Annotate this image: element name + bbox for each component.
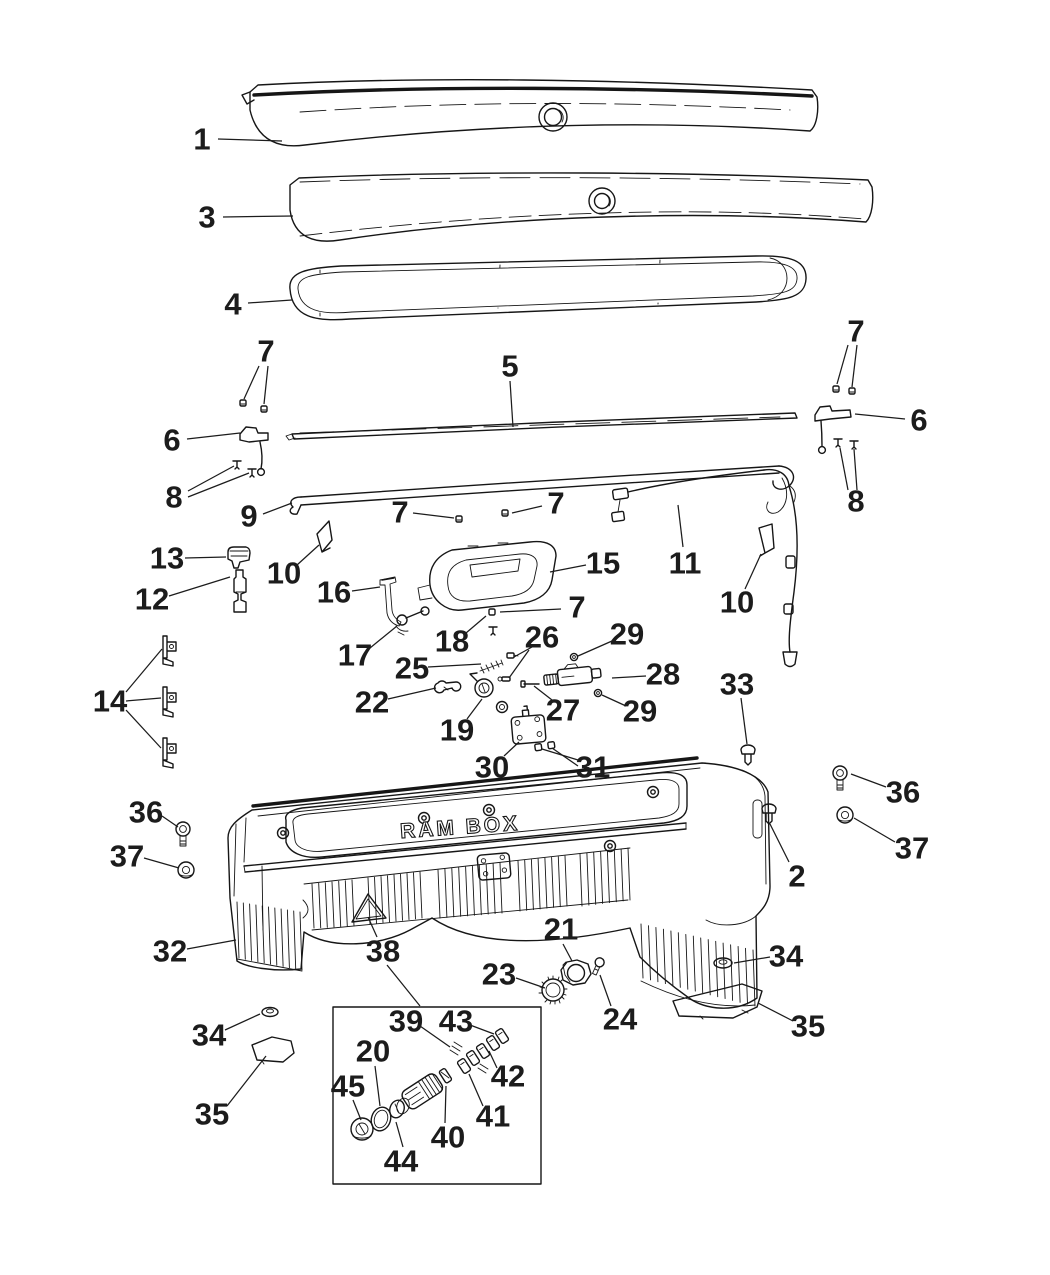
leader-line (734, 957, 770, 963)
leader-line (510, 381, 513, 427)
callout-number: 30 (474, 749, 510, 785)
leader-line (185, 557, 226, 558)
callout-number: 7 (391, 494, 409, 530)
leader-line (854, 818, 895, 842)
callout-number: 45 (330, 1068, 366, 1104)
callout-8 (165, 466, 249, 515)
callout-number: 23 (481, 956, 517, 992)
leader-line (542, 749, 578, 760)
callout-number: 20 (355, 1033, 391, 1069)
leader-line (837, 345, 848, 384)
part-33-pushpin (741, 745, 755, 765)
callout-number: 39 (388, 1003, 424, 1039)
leader-line (188, 473, 249, 497)
callout-number: 37 (894, 830, 930, 866)
callout-number: 3 (198, 199, 216, 235)
callout-number: 19 (439, 712, 475, 748)
callout-number: 41 (475, 1098, 511, 1134)
callout-24 (600, 975, 638, 1037)
callout-6 (855, 403, 928, 438)
callout-number: 7 (568, 589, 586, 625)
lock-cylinder-body (400, 1072, 445, 1111)
callout-number: 35 (194, 1096, 230, 1132)
callout-26 (509, 620, 559, 679)
callout-10 (720, 554, 761, 620)
part-45-cap (351, 1118, 373, 1140)
part-15-handle-housing (418, 542, 556, 611)
callout-2 (770, 824, 806, 894)
callout-number: 40 (430, 1119, 466, 1155)
leader-line (770, 824, 789, 862)
callout-number: 17 (337, 637, 373, 673)
callout-number: 36 (128, 794, 164, 830)
leader-line (218, 139, 282, 141)
callout-number: 6 (163, 422, 181, 458)
leader-line (578, 641, 612, 656)
part-29-nut-upper (570, 653, 577, 660)
part-22-clip (435, 681, 461, 693)
leader-line (612, 676, 646, 678)
callout-number: 8 (165, 479, 183, 515)
callout-number: 28 (645, 656, 681, 692)
part-37-nut-left (178, 862, 194, 878)
part-28-actuator (543, 661, 602, 687)
callout-27 (534, 686, 580, 728)
callout-29 (602, 694, 657, 729)
callout-29 (578, 617, 644, 657)
callout-16 (317, 575, 380, 610)
callout-number: 29 (622, 693, 658, 729)
callout-18 (435, 616, 486, 659)
callout-38 (366, 917, 420, 1006)
leader-line (855, 414, 905, 419)
callout-number: 18 (434, 623, 470, 659)
leader-line (187, 940, 236, 949)
callout-10 (267, 545, 319, 591)
leader-line (387, 965, 420, 1006)
leader-line (244, 366, 259, 399)
leader-line (470, 1025, 494, 1034)
callout-number: 2 (788, 858, 806, 894)
callout-42 (489, 1051, 525, 1094)
screw-7-left-1 (240, 400, 246, 406)
callout-number: 12 (134, 581, 170, 617)
callout-number: 14 (92, 683, 128, 719)
callout-14 (93, 649, 162, 748)
callout-number: 16 (316, 574, 352, 610)
leader-line (428, 664, 481, 667)
callout-44 (384, 1122, 419, 1179)
leader-line (187, 433, 240, 439)
screw-7-left-2 (261, 406, 267, 412)
callout-8 (840, 448, 865, 519)
part-35-pad-left (252, 1037, 294, 1064)
screw-7-mid-left (456, 516, 462, 522)
callout-number: 7 (847, 313, 865, 349)
leader-line (516, 978, 545, 988)
callout-number: 10 (266, 555, 302, 591)
screw-7-mid-right (502, 510, 508, 516)
callout-45 (331, 1069, 365, 1121)
callout-number: 13 (149, 540, 185, 576)
callout-number: 22 (354, 684, 390, 720)
part-40-tumbler (439, 1068, 452, 1084)
callout-number: 38 (365, 933, 401, 969)
callout-number: 5 (501, 348, 519, 384)
leader-line (248, 300, 292, 303)
leader-line (500, 609, 561, 612)
leader-line (388, 688, 436, 699)
callout-7 (391, 495, 454, 530)
screw-8-right-1 (834, 439, 842, 447)
callout-number: 34 (768, 938, 804, 974)
callout-number: 44 (383, 1143, 419, 1179)
leader-line (162, 816, 178, 827)
part-36-bolt-left (176, 822, 190, 846)
leader-line (851, 774, 886, 787)
callout-layer (93, 122, 929, 1179)
part-24-bolt (590, 956, 605, 976)
leader-line (223, 216, 293, 217)
part-10-bracket-right (759, 524, 774, 556)
part-21-bezel-nut (561, 960, 591, 985)
callout-32 (153, 934, 236, 969)
callout-15 (550, 546, 620, 581)
leader-line (264, 366, 268, 404)
leader-line (550, 565, 586, 572)
callout-34 (192, 1014, 260, 1053)
callout-number: 35 (790, 1008, 826, 1044)
part-26-screw (498, 653, 518, 681)
screw-8-left-1 (233, 461, 241, 469)
part-25-spring (480, 660, 503, 673)
screw-7-right-2 (849, 388, 855, 394)
callout-4 (224, 287, 292, 322)
callout-17 (338, 626, 397, 673)
callout-number: 8 (847, 483, 865, 519)
rambox-badge: RAM BOX (399, 811, 521, 844)
leader-line (263, 503, 292, 514)
callout-number: 4 (224, 286, 242, 322)
part-1-lid-outer-panel (242, 80, 818, 146)
leader-line (352, 587, 380, 591)
callout-number: 15 (585, 545, 621, 581)
leader-line (741, 698, 747, 744)
callout-number: 11 (668, 545, 702, 581)
part-3-lid-inner-panel (290, 173, 873, 241)
part-36-bolt-right (833, 766, 847, 790)
callout-number: 1 (193, 121, 211, 157)
callout-37 (110, 839, 179, 874)
part-5-rail (286, 413, 797, 440)
callout-36 (129, 795, 178, 830)
leader-line (375, 1066, 380, 1106)
callout-43 (439, 1004, 494, 1039)
callout-number: 43 (438, 1003, 474, 1039)
leader-line (512, 506, 542, 513)
leader-line (370, 626, 397, 648)
callout-number: 42 (490, 1058, 526, 1094)
callout-number: 36 (885, 774, 921, 810)
callout-7 (244, 334, 275, 405)
leader-line (678, 505, 683, 547)
part-17-latch (396, 607, 429, 635)
callout-number: 32 (152, 933, 188, 969)
callout-number: 27 (545, 692, 581, 728)
bracket-6-left (233, 400, 268, 477)
callout-number: 7 (547, 485, 565, 521)
leader-line (563, 944, 572, 961)
part-29-nut-lower (594, 689, 601, 696)
part-14-hinges (163, 636, 176, 768)
callout-3 (198, 200, 293, 235)
callout-35 (758, 1003, 825, 1044)
callout-37 (854, 818, 929, 866)
leader-line (126, 698, 161, 701)
callout-13 (150, 541, 226, 576)
leader-line (227, 1056, 266, 1106)
part-27-pin (521, 681, 539, 687)
callout-number: 26 (524, 619, 560, 655)
callout-number: 9 (240, 498, 258, 534)
callout-23 (482, 957, 545, 992)
callout-22 (355, 685, 436, 720)
part-37-nut-right (837, 807, 853, 823)
callout-number: 6 (910, 402, 928, 438)
callout-number: 29 (609, 616, 645, 652)
callout-number: 10 (719, 584, 755, 620)
callout-number: 33 (719, 666, 755, 702)
leader-line (413, 513, 454, 518)
screw-8-left-2 (248, 469, 256, 477)
callout-number: 21 (543, 911, 579, 947)
leader-line (144, 858, 179, 868)
leader-line (445, 1086, 446, 1123)
part-10-bracket-left (317, 521, 332, 552)
callout-11 (669, 505, 702, 581)
bracket-6-right (815, 386, 858, 453)
callout-36 (851, 774, 920, 810)
screw-7-right-1 (833, 386, 839, 392)
leader-line (758, 1003, 793, 1021)
part-9-support-tube (290, 466, 793, 514)
part-12-striker (234, 570, 246, 612)
callout-40 (431, 1086, 465, 1155)
leader-line (126, 710, 161, 748)
part-30-plate (510, 705, 546, 745)
leader-line (188, 466, 234, 491)
leader-line (126, 649, 162, 692)
callout-number: 25 (394, 650, 430, 686)
callout-6 (163, 423, 240, 458)
callout-35 (195, 1056, 266, 1132)
callout-number: 34 (191, 1017, 227, 1053)
callout-number: 24 (602, 1001, 638, 1037)
part-4-seal (290, 256, 806, 320)
callout-7 (837, 314, 865, 388)
callout-number: 37 (109, 838, 145, 874)
callout-33 (720, 667, 754, 745)
leader-line (169, 577, 230, 596)
callout-9 (240, 499, 292, 534)
leader-line (225, 1014, 260, 1030)
part-18-fastener (489, 609, 497, 635)
part-13-clip (228, 547, 250, 568)
part-34-grommet-left (262, 1008, 278, 1017)
leader-line (552, 748, 578, 766)
callout-19 (440, 699, 482, 748)
callout-number: 7 (257, 333, 275, 369)
leader-line (852, 345, 857, 387)
callout-5 (501, 349, 518, 428)
callout-34 (734, 939, 804, 974)
callout-12 (135, 577, 230, 617)
callout-21 (544, 912, 578, 962)
callout-number: 31 (575, 749, 611, 785)
screw-8-right-2 (850, 441, 858, 449)
callout-28 (612, 657, 680, 692)
